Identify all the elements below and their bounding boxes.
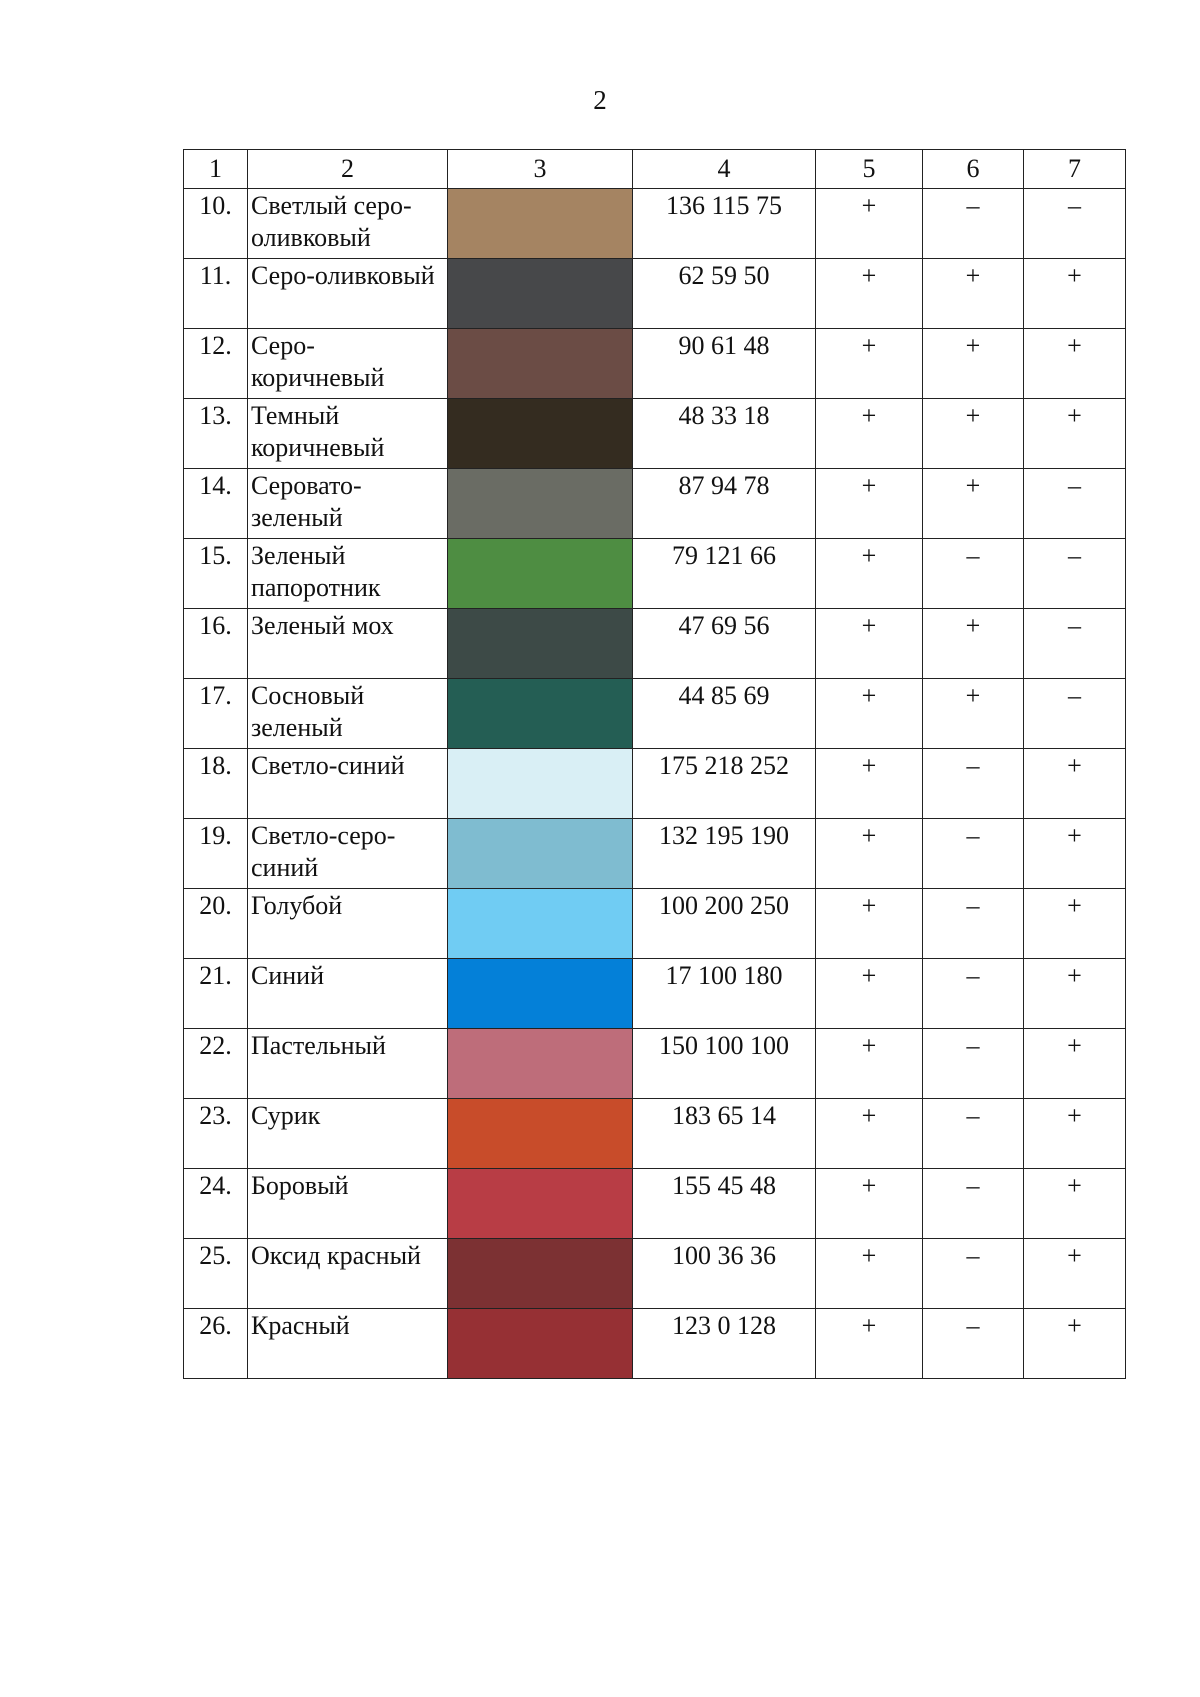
row-number: 12. <box>184 329 248 399</box>
row-number: 26. <box>184 1309 248 1379</box>
table-row <box>184 1309 1126 1379</box>
rgb-value: 62 59 50 <box>633 259 816 329</box>
rgb-value: 123 0 128 <box>633 1309 816 1379</box>
mark-col-7: – <box>1024 189 1126 259</box>
mark-col-5: + <box>816 679 923 749</box>
mark-col-6: – <box>923 189 1024 259</box>
color-swatch-cell <box>448 1099 633 1169</box>
color-swatch <box>448 1099 632 1168</box>
mark-col-5: + <box>816 1029 923 1099</box>
rgb-value: 90 61 48 <box>633 329 816 399</box>
table-row <box>184 1029 1126 1099</box>
color-swatch <box>448 609 632 678</box>
mark-col-6: – <box>923 1029 1024 1099</box>
color-name: Светлый серо-оливковый <box>248 189 448 259</box>
color-swatch <box>448 749 632 818</box>
table-row <box>184 1099 1126 1169</box>
mark-col-5: + <box>816 189 923 259</box>
mark-col-5: + <box>816 1239 923 1309</box>
mark-col-6: – <box>923 1239 1024 1309</box>
rgb-value: 87 94 78 <box>633 469 816 539</box>
mark-col-7: – <box>1024 609 1126 679</box>
mark-col-5: + <box>816 259 923 329</box>
color-name: Темный коричневый <box>248 399 448 469</box>
row-number: 23. <box>184 1099 248 1169</box>
row-number: 15. <box>184 539 248 609</box>
mark-col-6: – <box>923 539 1024 609</box>
table-row <box>184 189 1126 259</box>
mark-col-7: + <box>1024 959 1126 1029</box>
mark-col-5: + <box>816 1099 923 1169</box>
row-number: 13. <box>184 399 248 469</box>
mark-col-6: + <box>923 399 1024 469</box>
row-number: 24. <box>184 1169 248 1239</box>
table-row <box>184 609 1126 679</box>
color-swatch <box>448 1239 632 1308</box>
row-number: 21. <box>184 959 248 1029</box>
mark-col-5: + <box>816 749 923 819</box>
mark-col-5: + <box>816 469 923 539</box>
color-swatch <box>448 1169 632 1238</box>
table-row <box>184 959 1126 1029</box>
mark-col-7: + <box>1024 1099 1126 1169</box>
header-cell: 1 <box>184 150 248 189</box>
row-number: 17. <box>184 679 248 749</box>
mark-col-6: – <box>923 749 1024 819</box>
row-number: 20. <box>184 889 248 959</box>
rgb-value: 100 200 250 <box>633 889 816 959</box>
mark-col-7: – <box>1024 679 1126 749</box>
table-row <box>184 1239 1126 1309</box>
color-swatch <box>448 399 632 468</box>
color-swatch-cell <box>448 1309 633 1379</box>
table-row <box>184 469 1126 539</box>
row-number: 18. <box>184 749 248 819</box>
color-swatch <box>448 329 632 398</box>
table-row <box>184 1169 1126 1239</box>
page-number: 2 <box>593 85 607 115</box>
color-name: Боровый <box>248 1169 448 1239</box>
rgb-value: 44 85 69 <box>633 679 816 749</box>
mark-col-7: + <box>1024 749 1126 819</box>
mark-col-6: – <box>923 819 1024 889</box>
table-row <box>184 889 1126 959</box>
table-row <box>184 539 1126 609</box>
mark-col-6: – <box>923 889 1024 959</box>
mark-col-5: + <box>816 959 923 1029</box>
color-name: Светло-серо-синий <box>248 819 448 889</box>
rgb-value: 79 121 66 <box>633 539 816 609</box>
color-name: Зеленый мох <box>248 609 448 679</box>
row-number: 19. <box>184 819 248 889</box>
mark-col-6: + <box>923 609 1024 679</box>
mark-col-5: + <box>816 539 923 609</box>
row-number: 25. <box>184 1239 248 1309</box>
mark-col-7: + <box>1024 1239 1126 1309</box>
color-name: Светло-синий <box>248 749 448 819</box>
color-swatch <box>448 1029 632 1098</box>
table-header-row <box>184 150 1126 189</box>
color-name: Сурик <box>248 1099 448 1169</box>
color-swatch-cell <box>448 189 633 259</box>
mark-col-6: + <box>923 679 1024 749</box>
color-name: Серовато-зеленый <box>248 469 448 539</box>
color-swatch <box>448 1309 632 1378</box>
rgb-value: 136 115 75 <box>633 189 816 259</box>
header-cell: 6 <box>923 150 1024 189</box>
mark-col-5: + <box>816 1169 923 1239</box>
color-name: Оксид красный <box>248 1239 448 1309</box>
mark-col-6: + <box>923 329 1024 399</box>
color-swatch-cell <box>448 539 633 609</box>
color-name: Голубой <box>248 889 448 959</box>
rgb-value: 48 33 18 <box>633 399 816 469</box>
color-swatch-cell <box>448 749 633 819</box>
table-body <box>184 150 1126 1379</box>
rgb-value: 155 45 48 <box>633 1169 816 1239</box>
row-number: 16. <box>184 609 248 679</box>
rgb-value: 183 65 14 <box>633 1099 816 1169</box>
table-row <box>184 679 1126 749</box>
header-cell: 4 <box>633 150 816 189</box>
color-name: Синий <box>248 959 448 1029</box>
mark-col-5: + <box>816 1309 923 1379</box>
color-name: Зеленый папоротник <box>248 539 448 609</box>
mark-col-7: + <box>1024 399 1126 469</box>
color-swatch <box>448 889 632 958</box>
color-swatch-cell <box>448 609 633 679</box>
color-swatch <box>448 469 632 538</box>
color-swatch-cell <box>448 1239 633 1309</box>
header-cell: 5 <box>816 150 923 189</box>
table-row <box>184 399 1126 469</box>
header-cell: 3 <box>448 150 633 189</box>
mark-col-6: – <box>923 1309 1024 1379</box>
color-swatch <box>448 819 632 888</box>
color-swatch <box>448 539 632 608</box>
rgb-value: 150 100 100 <box>633 1029 816 1099</box>
mark-col-7: + <box>1024 259 1126 329</box>
color-swatch-cell <box>448 959 633 1029</box>
mark-col-6: – <box>923 1169 1024 1239</box>
color-swatch-cell <box>448 329 633 399</box>
mark-col-7: + <box>1024 329 1126 399</box>
mark-col-7: + <box>1024 889 1126 959</box>
table-row <box>184 329 1126 399</box>
mark-col-7: + <box>1024 819 1126 889</box>
color-swatch-cell <box>448 889 633 959</box>
mark-col-5: + <box>816 819 923 889</box>
color-swatch <box>448 259 632 328</box>
color-swatch <box>448 959 632 1028</box>
row-number: 10. <box>184 189 248 259</box>
header-cell: 7 <box>1024 150 1126 189</box>
rgb-value: 175 218 252 <box>633 749 816 819</box>
color-swatch-cell <box>448 1029 633 1099</box>
color-swatch <box>448 679 632 748</box>
mark-col-7: + <box>1024 1169 1126 1239</box>
color-name: Серо-коричневый <box>248 329 448 399</box>
row-number: 14. <box>184 469 248 539</box>
mark-col-5: + <box>816 889 923 959</box>
color-table <box>183 149 1126 1379</box>
mark-col-7: – <box>1024 469 1126 539</box>
rgb-value: 100 36 36 <box>633 1239 816 1309</box>
table-row <box>184 749 1126 819</box>
table-row <box>184 819 1126 889</box>
mark-col-6: – <box>923 959 1024 1029</box>
mark-col-6: + <box>923 469 1024 539</box>
color-name: Пастельный <box>248 1029 448 1099</box>
header-cell: 2 <box>248 150 448 189</box>
color-name: Красный <box>248 1309 448 1379</box>
mark-col-7: – <box>1024 539 1126 609</box>
mark-col-5: + <box>816 399 923 469</box>
color-swatch <box>448 189 632 258</box>
color-swatch-cell <box>448 399 633 469</box>
row-number: 22. <box>184 1029 248 1099</box>
rgb-value: 47 69 56 <box>633 609 816 679</box>
rgb-value: 132 195 190 <box>633 819 816 889</box>
color-swatch-cell <box>448 1169 633 1239</box>
color-swatch-cell <box>448 469 633 539</box>
mark-col-7: + <box>1024 1029 1126 1099</box>
mark-col-5: + <box>816 329 923 399</box>
table-row <box>184 259 1126 329</box>
rgb-value: 17 100 180 <box>633 959 816 1029</box>
mark-col-7: + <box>1024 1309 1126 1379</box>
mark-col-6: + <box>923 259 1024 329</box>
color-swatch-cell <box>448 679 633 749</box>
color-swatch-cell <box>448 819 633 889</box>
row-number: 11. <box>184 259 248 329</box>
mark-col-5: + <box>816 609 923 679</box>
mark-col-6: – <box>923 1099 1024 1169</box>
color-name: Серо-оливковый <box>248 259 448 329</box>
color-name: Сосновый зеленый <box>248 679 448 749</box>
color-swatch-cell <box>448 259 633 329</box>
